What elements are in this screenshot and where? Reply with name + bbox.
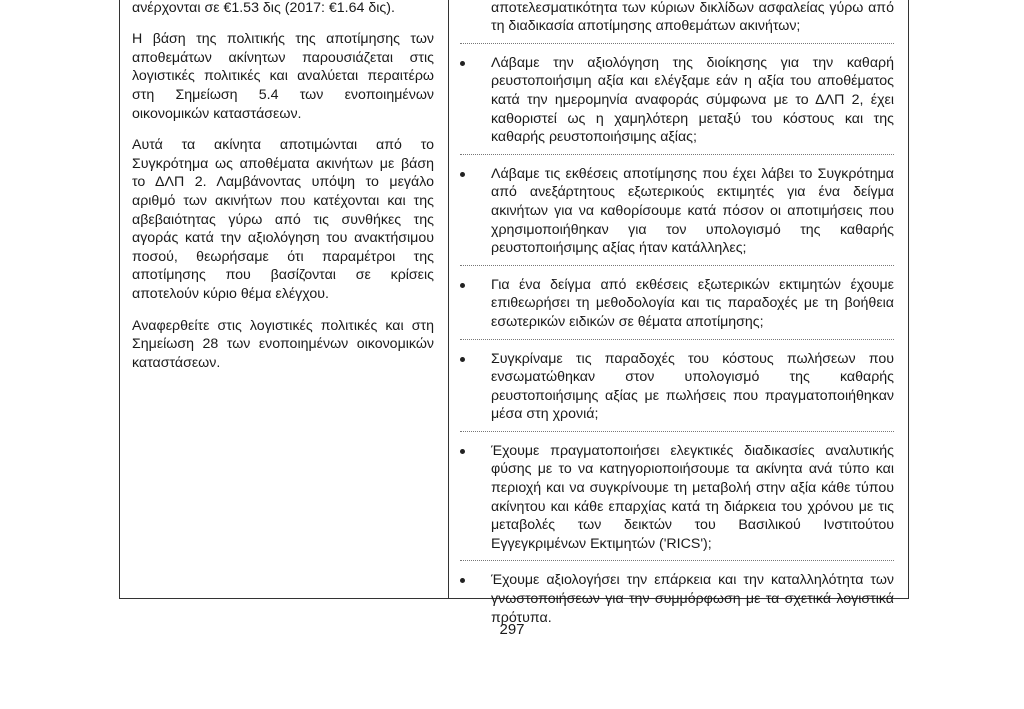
list-item — [460, 276, 894, 332]
bullet-icon — [460, 61, 465, 66]
left-paragraph: ανέρχονται σε €1.53 δις (2017: €1.64 δις). — [132, 0, 395, 16]
row-separator — [460, 43, 894, 44]
row-separator — [460, 339, 894, 340]
bullet-icon — [460, 283, 465, 288]
left-paragraph: Αυτά τα ακίνητα αποτιμώνται από το Συγκρότημα ως αποθέματα ακινήτων με βάση το ΔΛΠ 2. Λαμβάνοντας υπόψη το μεγάλο αριθμό των ακινήτων που κατέχονται και της αβεβαιότητας γύρω από τις συνθήκες της αγοράς κατά την αξιολόγηση του ανακτήσιμου ποσού, θεωρήσαμε ότι παραμέτροι της αποτίμησης που βασίζονται σε κρίσεις αποτελούν κύριο θέμα ελέγχου. — [132, 137, 434, 302]
list-item-text: Λάβαμε την αξιολόγηση της διοίκησης για την καθαρή ρευστοποιήσιμη αξία και ελέγξαμε εάν η αξία του αποθέματος κατά την ημερομηνία αναφοράς σύμφωνα με το ΔΛΠ 2, έχει καθοριστεί ως η χαμηλότερη μεταξύ του κόστους και της καθαρής ρευστοποιήσιμης αξίας; — [491, 54, 894, 146]
bullet-icon — [460, 357, 465, 362]
row-separator — [460, 265, 894, 266]
row-separator — [460, 431, 894, 432]
key-audit-matter-column — [132, 0, 434, 385]
list-item — [460, 0, 894, 36]
list-item-text: Έχουμε πραγματοποιήσει ελεγκτικές διαδικασίες αναλυτικής φύσης με το να κατηγοριοποιήσουμε τα ακίνητα ανά τύπο και περιοχή και να συγκρίνουμε τη μεταβολή στην αξία κάθε τύπου ακίνητου και κάθε επαρχίας κατά τη διάρκεια του χρόνου με τις μεταβολές των δεικτών του Βασιλικού Ινστιτούτου Εγγεγκριμένων Εκτιμητών ('RICS'); — [491, 442, 894, 552]
bullet-icon — [460, 172, 465, 177]
page-number: 297 — [499, 621, 525, 638]
list-item — [460, 350, 894, 424]
list-item — [460, 442, 894, 554]
list-item — [460, 571, 894, 627]
audit-response-column — [460, 0, 894, 627]
audit-procedures-list — [460, 0, 894, 627]
list-item — [460, 54, 894, 147]
row-separator — [460, 154, 894, 155]
audit-matters-table — [119, 0, 909, 626]
left-paragraph: Η βάση της πολιτικής της αποτίμησης των αποθεμάτων ακίνητων παρουσιάζεται στις λογιστικές πολιτικές και αναλύεται περαιτέρω στη Σημείωση 5.4 των ενοποιημένων οικονομικών καταστάσεων. — [132, 31, 434, 122]
list-item-text: Έχουμε αξιολογήσει την επάρκεια και την καταλληλότητα των γνωστοποιήσεων για την συμμόρφωση με τα σχετικά λογιστικά πρότυπα. — [491, 572, 894, 626]
list-item-text: αποτελεσματικότητα των κύριων δικλίδων ασφαλείας γύρω από τη διαδικασία αποτίμησης αποθεμάτων ακινήτων; — [491, 0, 894, 35]
list-item — [460, 165, 894, 258]
left-paragraph: Αναφερθείτε στις λογιστικές πολιτικές και στη Σημείωση 28 των ενοποιημένων οικονομικών καταστάσεων. — [132, 317, 434, 371]
bullet-icon — [460, 449, 465, 454]
bullet-icon — [460, 578, 465, 583]
row-separator — [460, 560, 894, 561]
list-item-text: Για ένα δείγμα από εκθέσεις εξωτερικών εκτιμητών έχουμε επιθεωρήσει τη μεθοδολογία και τις παραδοχές με τη βοήθεια εσωτερικών ειδικών σε θέματα αποτίμησης; — [491, 276, 894, 330]
column-divider — [448, 0, 449, 598]
list-item-text: Λάβαμε τις εκθέσεις αποτίμησης που έχει λάβει το Συγκρότημα από ανεξάρτητους εξωτερικούς εκτιμητές για ένα δείγμα ακινήτων για να καθορίσουμε κατά πόσον οι αποτιμήσεις που χρησιμοποιήθηκαν για τον υπολογισμό της καθαρής ρευστοποιήσιμης αξίας ήταν κατάλληλες; — [491, 165, 894, 257]
list-item-text: Συγκρίναμε τις παραδοχές του κόστους πωλήσεων που ενσωματώθηκαν στον υπολογισμό της καθαρής ρευστοποιήσιμης αξίας με πωλήσεις που πραγματοποιήθηκαν μέσα στη χρονιά; — [491, 350, 894, 423]
